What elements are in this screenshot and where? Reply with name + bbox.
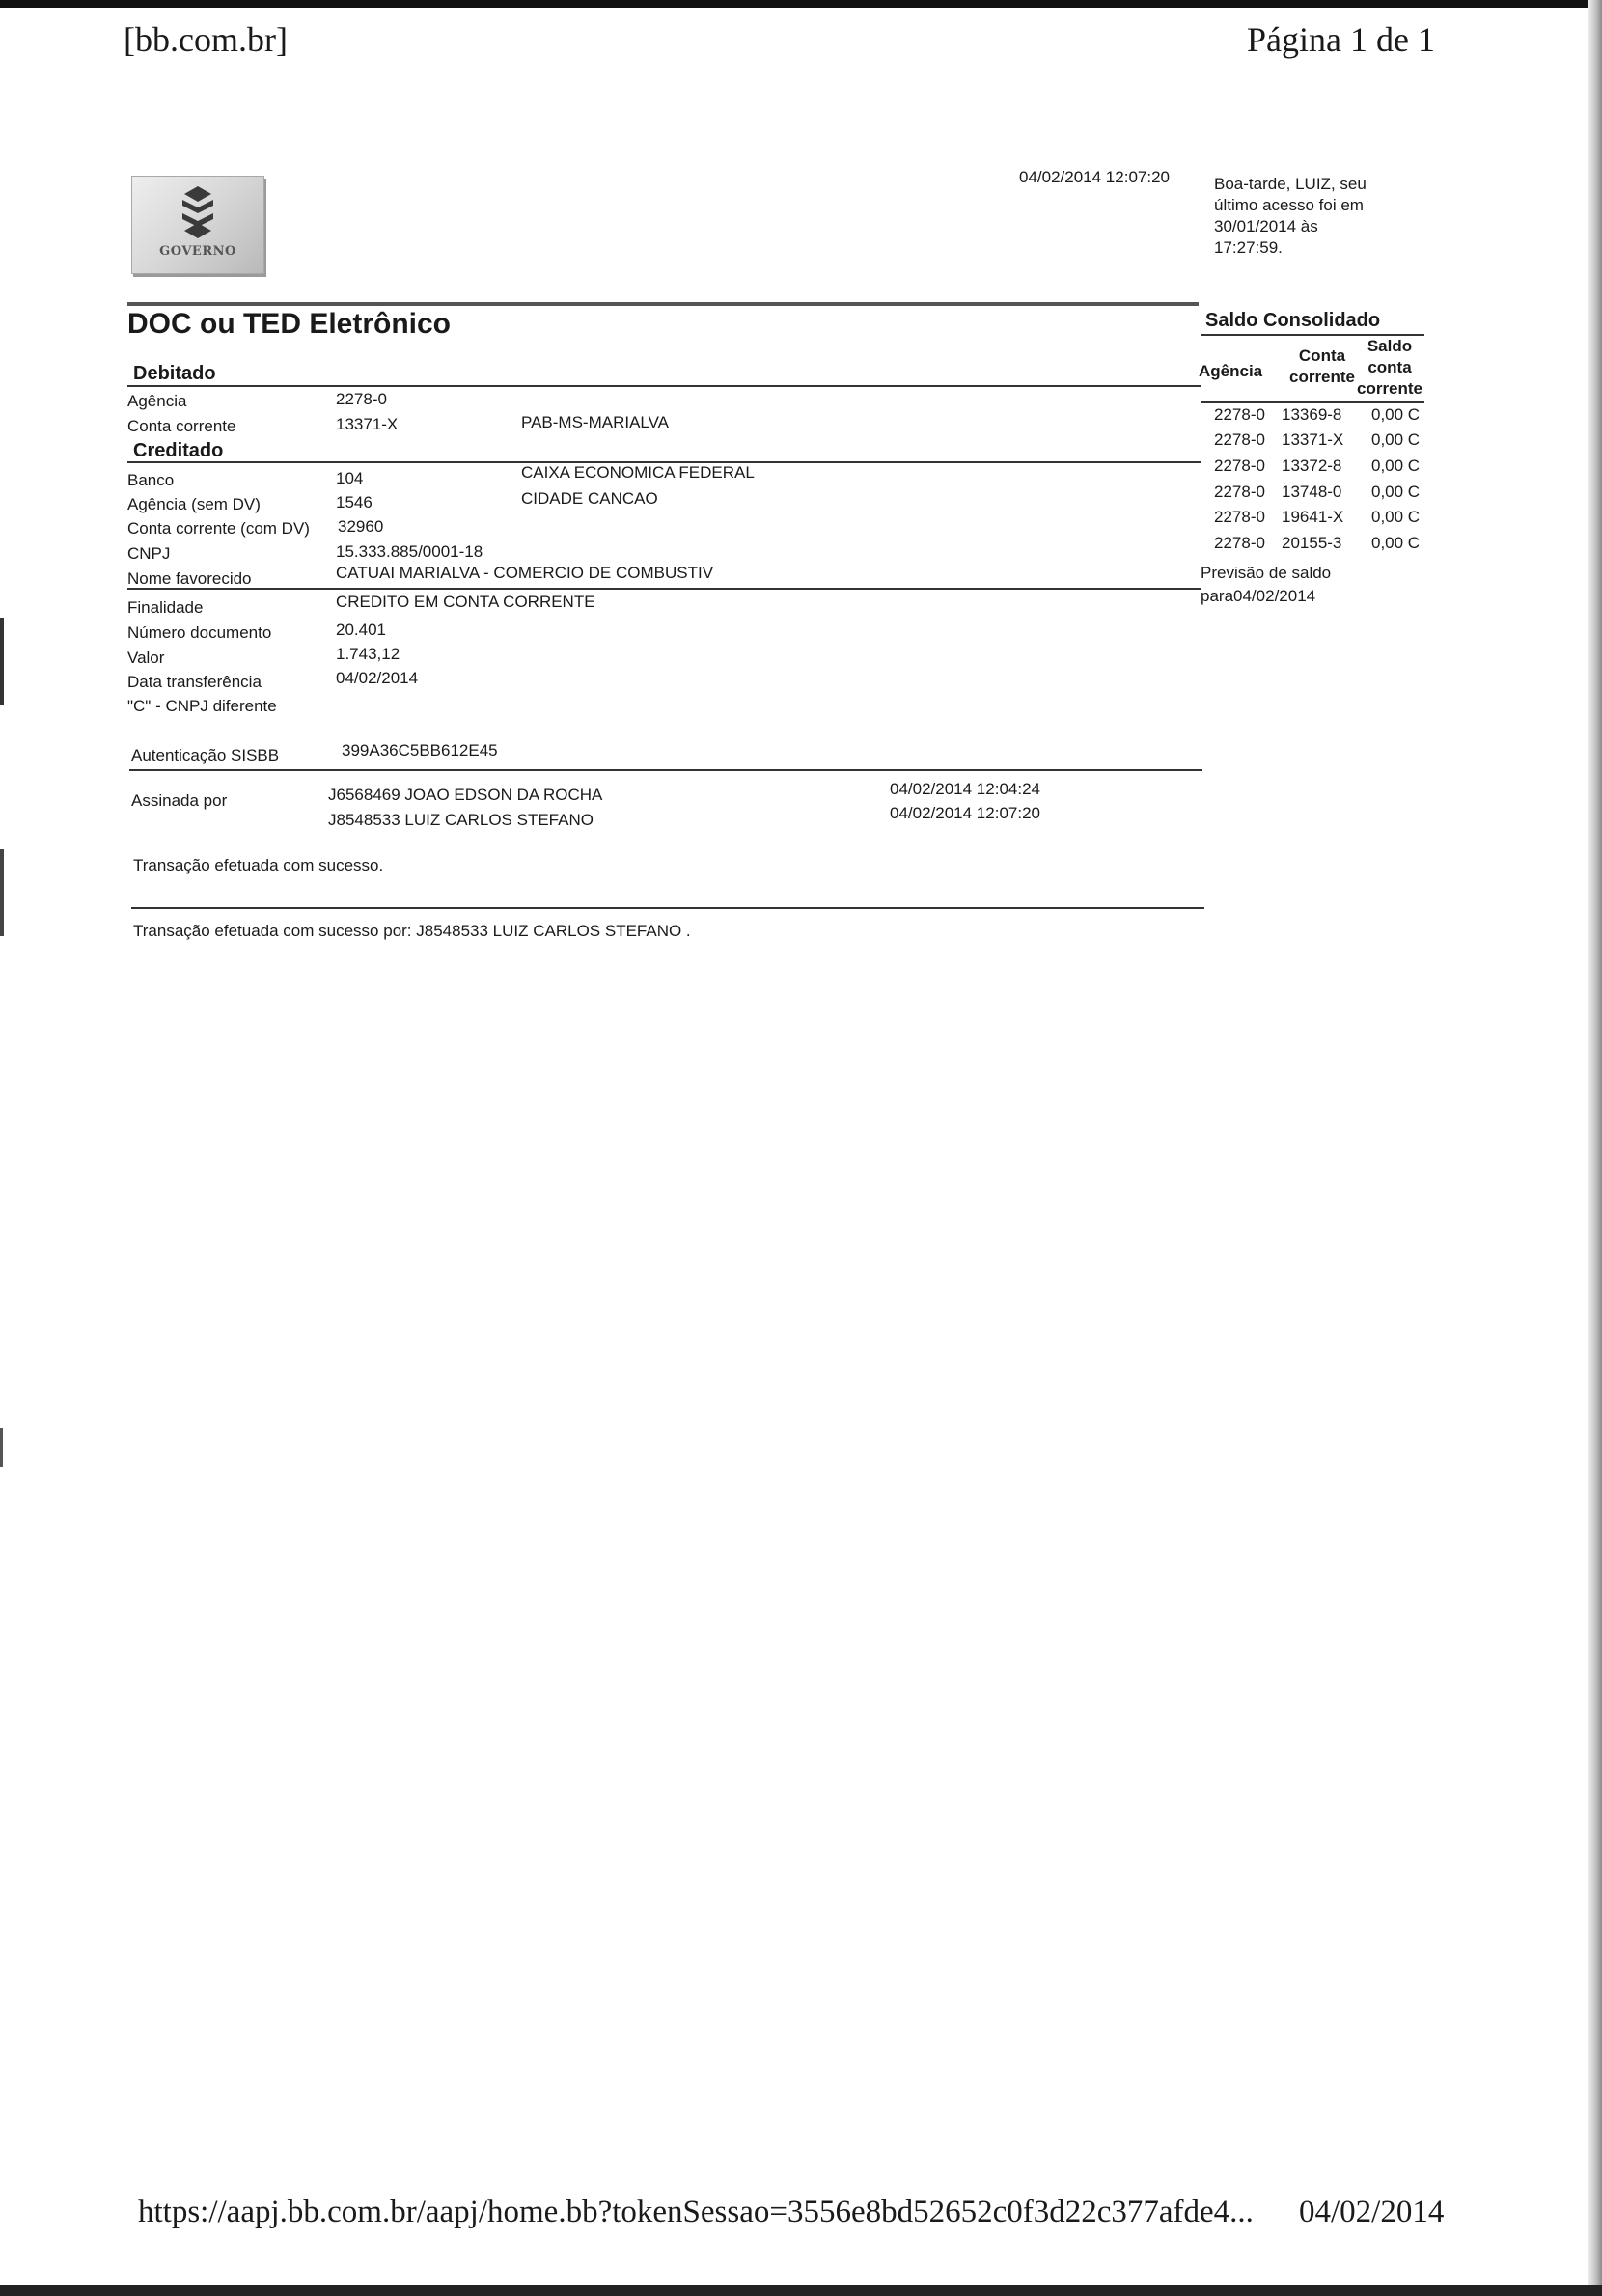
final-message: Transação efetuada com sucesso por: J8548533 LUIZ CARLOS STEFANO . (133, 922, 691, 940)
saldo-row-saldo: 0,00 C (1371, 483, 1421, 501)
saldo-row-saldo: 0,00 C (1371, 508, 1421, 526)
saldo-row-conta: 19641-X (1282, 508, 1344, 526)
numero-documento-label: Número documento (127, 623, 272, 642)
saldo-row-agencia: 2278-0 (1214, 456, 1265, 475)
bank-logo[interactable] (131, 176, 264, 274)
scan-left-mark (0, 1428, 3, 1467)
debitado-conta-label: Conta corrente (127, 417, 236, 435)
assinatura-name-1: J6568469 JOAO EDSON DA ROCHA (328, 786, 603, 804)
creditado-conta-label: Conta corrente (com DV) (127, 519, 310, 538)
print-footer-date: 04/02/2014 (1299, 2195, 1445, 2229)
scan-left-mark (0, 849, 4, 936)
saldo-row-saldo: 0,00 C (1371, 430, 1421, 449)
saldo-row-agencia: 2278-0 (1214, 483, 1265, 501)
saldo-row-conta: 13369-8 (1282, 405, 1342, 424)
bb-logo-icon (173, 184, 223, 240)
creditado-agencia-desc: CIDADE CANCAO (521, 489, 658, 508)
numero-documento-value: 20.401 (336, 621, 386, 639)
section-divider (131, 907, 1204, 909)
autenticacao-label: Autenticação SISBB (131, 746, 280, 764)
assinatura-datetime-2: 04/02/2014 12:07:20 (890, 804, 1040, 822)
creditado-cnpj-label: CNPJ (127, 544, 171, 563)
creditado-cnpj-value: 15.333.885/0001-18 (336, 542, 483, 561)
saldo-row-agencia: 2278-0 (1214, 534, 1265, 552)
creditado-conta-value: 32960 (338, 517, 384, 536)
saldo-divider (1201, 401, 1424, 403)
saldo-row-conta: 13371-X (1282, 430, 1344, 449)
finalidade-label: Finalidade (127, 598, 204, 617)
data-transferencia-value: 04/02/2014 (336, 669, 419, 687)
cnpj-diferente-note: "C" - CNPJ diferente (127, 697, 277, 715)
saldo-row-agencia: 2278-0 (1214, 405, 1265, 424)
debitado-conta-desc: PAB-MS-MARIALVA (521, 413, 670, 431)
saldo-row-saldo: 0,00 C (1371, 405, 1421, 424)
section-debitado-heading: Debitado (133, 363, 216, 384)
saldo-col-saldo: Saldo conta corrente (1356, 337, 1423, 398)
scan-left-mark (0, 618, 4, 705)
saldo-consolidado-heading: Saldo Consolidado (1205, 310, 1381, 331)
page-title: DOC ou TED Eletrônico (127, 308, 452, 340)
section-divider (127, 588, 1201, 590)
logo-label: GOVERNO (159, 244, 236, 259)
print-footer-url: https://aapj.bb.com.br/aapj/home.bb?tokenSessao=3556e8bd52652c0f3d22c377afde4... (138, 2195, 1254, 2229)
saldo-row-agencia: 2278-0 (1214, 430, 1265, 449)
creditado-nome-value: CATUAI MARIALVA - COMERCIO DE COMBUSTIV (336, 564, 714, 582)
status-message: Transação efetuada com sucesso. (133, 856, 384, 874)
creditado-banco-label: Banco (127, 471, 175, 489)
saldo-row-conta: 20155-3 (1282, 534, 1342, 552)
creditado-agencia-label: Agência (sem DV) (127, 495, 261, 513)
finalidade-value: CREDITO EM CONTA CORRENTE (336, 593, 595, 611)
saldo-row-saldo: 0,00 C (1371, 456, 1421, 475)
scan-top-edge (0, 0, 1602, 8)
saldo-row-conta: 13748-0 (1282, 483, 1342, 501)
scan-bottom-edge (0, 2285, 1602, 2296)
creditado-banco-value: 104 (336, 469, 364, 487)
debitado-agencia-label: Agência (127, 392, 187, 410)
saldo-row-saldo: 0,00 C (1371, 534, 1421, 552)
session-greeting: Boa-tarde, LUIZ, seu último acesso foi em 30/01/2014 às 17:27:59. (1214, 175, 1367, 257)
data-transferencia-label: Data transferência (127, 673, 262, 691)
assinada-por-label: Assinada por (131, 791, 228, 810)
saldo-col-conta: Conta corrente (1288, 346, 1356, 386)
session-datetime: 04/02/2014 12:07:20 (1019, 168, 1170, 186)
header-divider (127, 302, 1199, 306)
creditado-agencia-value: 1546 (336, 493, 373, 512)
valor-label: Valor (127, 649, 165, 667)
print-header-page: Página 1 de 1 (1247, 20, 1435, 59)
assinatura-datetime-1: 04/02/2014 12:04:24 (890, 780, 1040, 798)
assinatura-name-2: J8548533 LUIZ CARLOS STEFANO (328, 811, 594, 829)
saldo-col-agencia: Agência (1199, 362, 1263, 380)
print-header-site: [bb.com.br] (124, 20, 288, 59)
section-divider (129, 769, 1202, 771)
valor-value: 1.743,12 (336, 645, 400, 663)
section-creditado-heading: Creditado (133, 440, 224, 461)
debitado-conta-value: 13371-X (336, 415, 399, 433)
previsao-saldo-link[interactable]: Previsão de saldo para04/02/2014 (1201, 564, 1332, 605)
saldo-row-agencia: 2278-0 (1214, 508, 1265, 526)
creditado-banco-desc: CAIXA ECONOMICA FEDERAL (521, 463, 755, 482)
creditado-nome-label: Nome favorecido (127, 569, 252, 588)
scan-right-edge (1588, 0, 1602, 2296)
autenticacao-value: 399A36C5BB612E45 (342, 741, 498, 760)
saldo-row-conta: 13372-8 (1282, 456, 1342, 475)
debitado-agencia-value: 2278-0 (336, 390, 387, 408)
section-divider (127, 385, 1201, 387)
